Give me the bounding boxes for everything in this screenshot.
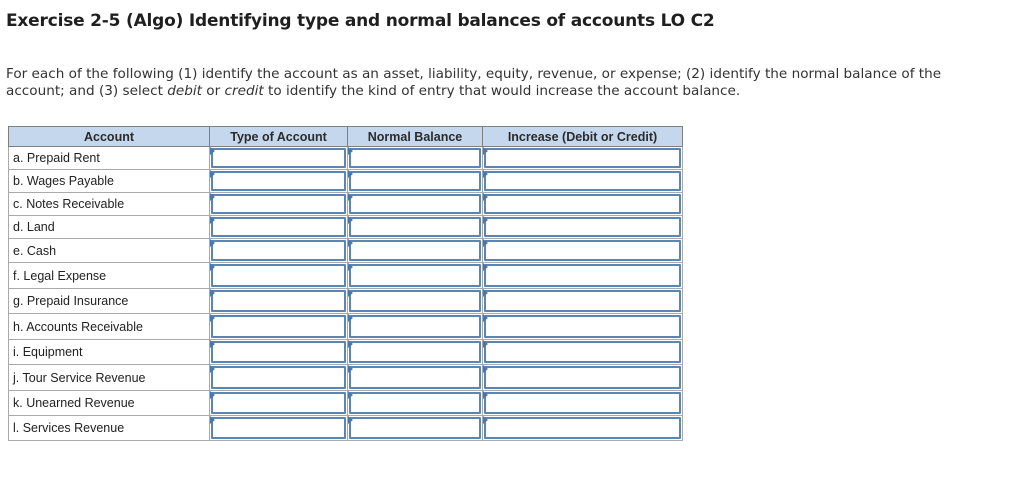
dropdown-caret-icon (210, 340, 215, 348)
column-header-increase: Increase (Debit or Credit) (483, 127, 683, 147)
table-row (9, 263, 683, 289)
dropdown-caret-icon (348, 216, 353, 224)
type-cell (210, 147, 348, 170)
dropdown-caret-icon (483, 147, 488, 155)
type-of-account-select[interactable] (211, 264, 346, 287)
type-cell (210, 289, 348, 314)
normal-balance-select[interactable] (349, 417, 481, 439)
dropdown-caret-icon (210, 263, 215, 271)
dropdown-caret-icon (210, 239, 215, 247)
account-name-cell: i. Equipment (9, 340, 210, 365)
dropdown-caret-icon (210, 416, 215, 424)
table-row (9, 170, 683, 193)
normal-cell (348, 365, 483, 391)
accounts-table (8, 126, 683, 441)
dropdown-caret-icon (210, 216, 215, 224)
increase-select[interactable] (484, 366, 681, 389)
increase-cell (483, 340, 683, 365)
account-name-cell: k. Unearned Revenue (9, 391, 210, 416)
table-row (9, 239, 683, 263)
dropdown-caret-icon (210, 147, 215, 155)
type-cell (210, 170, 348, 193)
normal-cell (348, 416, 483, 441)
table-header-row (9, 127, 683, 147)
type-of-account-select[interactable] (211, 315, 346, 338)
dropdown-caret-icon (348, 416, 353, 424)
dropdown-caret-icon (483, 170, 488, 178)
dropdown-caret-icon (210, 170, 215, 178)
table-row (9, 193, 683, 216)
account-name-cell: f. Legal Expense (9, 263, 210, 289)
type-cell (210, 239, 348, 263)
type-of-account-select[interactable] (211, 366, 346, 389)
table-row (9, 216, 683, 239)
normal-cell (348, 263, 483, 289)
type-cell (210, 391, 348, 416)
account-name-cell: j. Tour Service Revenue (9, 365, 210, 391)
dropdown-caret-icon (483, 289, 488, 297)
dropdown-caret-icon (483, 365, 488, 373)
type-cell (210, 340, 348, 365)
table-row (9, 391, 683, 416)
instructions-part2: to identify the kind of entry that would increase the account balance. (263, 83, 741, 99)
normal-cell (348, 391, 483, 416)
table-row (9, 340, 683, 365)
type-cell (210, 263, 348, 289)
type-of-account-select[interactable] (211, 417, 346, 439)
dropdown-caret-icon (348, 147, 353, 155)
account-name-cell: b. Wages Payable (9, 170, 210, 193)
table-row (9, 314, 683, 340)
exercise-title: Exercise 2-5 (Algo) Identifying type and normal balances of accounts LO C2 (6, 11, 715, 31)
type-of-account-select[interactable] (211, 148, 346, 168)
dropdown-caret-icon (210, 391, 215, 399)
normal-cell (348, 216, 483, 239)
normal-cell (348, 170, 483, 193)
normal-balance-select[interactable] (349, 366, 481, 389)
normal-balance-select[interactable] (349, 194, 481, 214)
dropdown-caret-icon (210, 314, 215, 322)
increase-cell (483, 289, 683, 314)
increase-cell (483, 314, 683, 340)
normal-balance-select[interactable] (349, 264, 481, 287)
dropdown-caret-icon (483, 263, 488, 271)
normal-balance-select[interactable] (349, 392, 481, 414)
type-cell (210, 365, 348, 391)
dropdown-caret-icon (483, 216, 488, 224)
dropdown-caret-icon (483, 239, 488, 247)
normal-balance-select[interactable] (349, 341, 481, 363)
type-cell (210, 416, 348, 441)
type-of-account-select[interactable] (211, 171, 346, 191)
increase-select[interactable] (484, 194, 681, 214)
dropdown-caret-icon (483, 340, 488, 348)
instructions-text (6, 66, 996, 100)
credit-word: credit (224, 83, 264, 99)
increase-cell (483, 365, 683, 391)
type-of-account-select[interactable] (211, 341, 346, 363)
table-row (9, 289, 683, 314)
normal-balance-select[interactable] (349, 240, 481, 261)
dropdown-caret-icon (210, 365, 215, 373)
account-name-cell: l. Services Revenue (9, 416, 210, 441)
normal-cell (348, 314, 483, 340)
account-name-cell: a. Prepaid Rent (9, 147, 210, 170)
type-cell (210, 314, 348, 340)
account-name-cell: c. Notes Receivable (9, 193, 210, 216)
increase-select[interactable] (484, 392, 681, 414)
increase-cell (483, 239, 683, 263)
type-of-account-select[interactable] (211, 194, 346, 214)
normal-cell (348, 239, 483, 263)
increase-select[interactable] (484, 417, 681, 439)
normal-cell (348, 340, 483, 365)
type-of-account-select[interactable] (211, 240, 346, 261)
increase-cell (483, 147, 683, 170)
account-name-cell: h. Accounts Receivable (9, 314, 210, 340)
increase-select[interactable] (484, 217, 681, 237)
type-cell (210, 216, 348, 239)
account-name-cell: e. Cash (9, 239, 210, 263)
instructions-or: or (201, 83, 225, 99)
normal-balance-select[interactable] (349, 148, 481, 168)
dropdown-caret-icon (210, 193, 215, 201)
normal-cell (348, 147, 483, 170)
normal-cell (348, 289, 483, 314)
dropdown-caret-icon (348, 314, 353, 322)
dropdown-caret-icon (483, 416, 488, 424)
dropdown-caret-icon (348, 365, 353, 373)
type-cell (210, 193, 348, 216)
table-row (9, 147, 683, 170)
dropdown-caret-icon (348, 239, 353, 247)
column-header-account: Account (9, 127, 210, 147)
account-name-cell: g. Prepaid Insurance (9, 289, 210, 314)
dropdown-caret-icon (348, 289, 353, 297)
increase-select[interactable] (484, 240, 681, 261)
normal-balance-select[interactable] (349, 217, 481, 237)
dropdown-caret-icon (348, 391, 353, 399)
increase-select[interactable] (484, 341, 681, 363)
dropdown-caret-icon (348, 170, 353, 178)
increase-cell (483, 416, 683, 441)
type-of-account-select[interactable] (211, 290, 346, 312)
type-of-account-select[interactable] (211, 217, 346, 237)
normal-cell (348, 193, 483, 216)
increase-cell (483, 216, 683, 239)
type-of-account-select[interactable] (211, 392, 346, 414)
increase-select[interactable] (484, 315, 681, 338)
column-header-normal-balance: Normal Balance (348, 127, 483, 147)
dropdown-caret-icon (348, 263, 353, 271)
increase-select[interactable] (484, 290, 681, 312)
dropdown-caret-icon (210, 289, 215, 297)
dropdown-caret-icon (483, 193, 488, 201)
increase-cell (483, 391, 683, 416)
account-name-cell: d. Land (9, 216, 210, 239)
debit-word: debit (167, 83, 202, 99)
dropdown-caret-icon (483, 391, 488, 399)
dropdown-caret-icon (348, 193, 353, 201)
column-header-type-of-account: Type of Account (210, 127, 348, 147)
instructions-part1: For each of the following (1) identify the account as an asset, liability, equity, revenue, or expense; (2) identify the normal balance of the account; and (3) select (6, 66, 942, 99)
increase-cell (483, 170, 683, 193)
normal-balance-select[interactable] (349, 290, 481, 312)
increase-cell (483, 193, 683, 216)
table-row (9, 416, 683, 441)
table-row (9, 365, 683, 391)
dropdown-caret-icon (483, 314, 488, 322)
increase-select[interactable] (484, 264, 681, 287)
normal-balance-select[interactable] (349, 171, 481, 191)
dropdown-caret-icon (348, 340, 353, 348)
increase-select[interactable] (484, 171, 681, 191)
normal-balance-select[interactable] (349, 315, 481, 338)
increase-select[interactable] (484, 148, 681, 168)
increase-cell (483, 263, 683, 289)
